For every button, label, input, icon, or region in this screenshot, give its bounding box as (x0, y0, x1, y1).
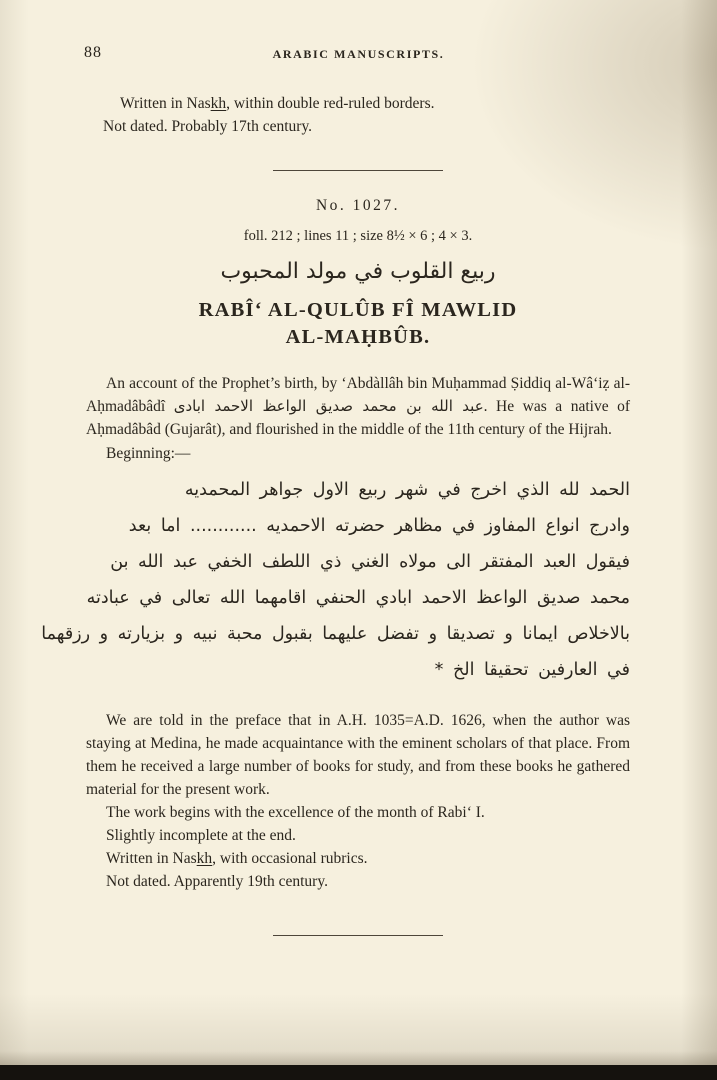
closing-notes (86, 801, 630, 893)
page-number: 88 (84, 44, 102, 61)
dated-line: Not dated. Apparently 19th century. (106, 873, 328, 890)
entry-divider-rule (273, 170, 443, 171)
running-header: ARABIC MANUSCRIPTS. (272, 47, 445, 61)
previous-entry-dated-line: Not dated. Probably 17th century. (103, 118, 313, 135)
preface-paragraph: We are told in the preface that in A.H. 1035=A.D. 1626, when the author was staying at Medina, he made acquaintance with the eminent scholars of that place. From them he received a large number of books for study, and from these books he gathered material for the present work. (86, 712, 630, 798)
incomplete-line: Slightly incomplete at the end. (106, 827, 296, 844)
previous-entry-tail (86, 92, 630, 138)
page-content (0, 92, 717, 936)
description-text-before: An account of the Prophet’s birth, by ‘Abdàllâh bin Muḥammad Ṣiddiq al-Wâ‘iẓ al-Aḥmadâbâdî (86, 375, 630, 415)
page-header (0, 0, 717, 66)
arabic-author-name: عبد الله بن محمد صديق الواعظ الاحمد ابادى (173, 397, 484, 415)
description-paragraph (86, 372, 630, 441)
arabic-title: ربيع القلوب في مولد المحبوب (220, 259, 496, 284)
beginning-label: Beginning:— (106, 445, 191, 462)
arabic-beginning-line: محمد صديق الواعظ الاحمد ابادي الحنفي اقامهما الله تعالى في عبادته (86, 588, 630, 608)
arabic-beginning-quotation (41, 472, 630, 688)
entry-title-line-1: RABÎ‘ AL-QULÛB FÎ MAWLID (198, 299, 518, 321)
scan-edge (0, 1065, 717, 1080)
arabic-beginning-line: فيقول العبد المفتقر الى مولاه الغني ذي اللطف الخفي عبد الله بن (110, 552, 630, 572)
entry-title (86, 297, 630, 351)
arabic-beginning-line: بالاخلاص ايمانا و تصديقا و تفضل عليهما بقبول محبة نبيه و بزيارته و رزقهما (41, 624, 630, 644)
written-rest: , with occasional rubrics. (212, 850, 368, 867)
bottom-divider-rule (273, 935, 443, 936)
arabic-beginning-line: وادرج انواع المفاوز في مظاهر حضرته الاحمديه ............ اما بعد (128, 516, 630, 536)
scan-shadow (0, 1051, 717, 1065)
arabic-beginning-line: في العارفين تحقيقا الخ * (434, 660, 630, 680)
entry-number: No. 1027. (315, 197, 401, 214)
work-begins-line: The work begins with the excellence of the month of Rabi‘ I. (106, 804, 485, 821)
description-text-after: . He was a native of Aḥmadâbâd (Gujarât), and flourished in the middle of the 11th century of the Hijrah. (86, 398, 631, 438)
written-text: Written in Nas (106, 850, 197, 867)
previous-entry-written-line (103, 92, 630, 115)
arabic-beginning-line: الحمد لله الذي اخرج في شهر ربيع الاول جواهر المحمديه (184, 480, 630, 500)
previous-entry-written-rest: , within double red-ruled borders. (226, 95, 435, 112)
previous-entry-written-text: Written in Nas (120, 95, 211, 112)
entry-title-line-2: AL-MAḤBÛB. (285, 326, 431, 348)
naskh-underline: kh (196, 850, 213, 867)
collation-line: foll. 212 ; lines 11 ; size 8½ × 6 ; 4 × 3. (243, 228, 473, 244)
previous-entry-naskh-underline: kh (210, 95, 227, 112)
written-in-naskh-line (86, 847, 630, 870)
